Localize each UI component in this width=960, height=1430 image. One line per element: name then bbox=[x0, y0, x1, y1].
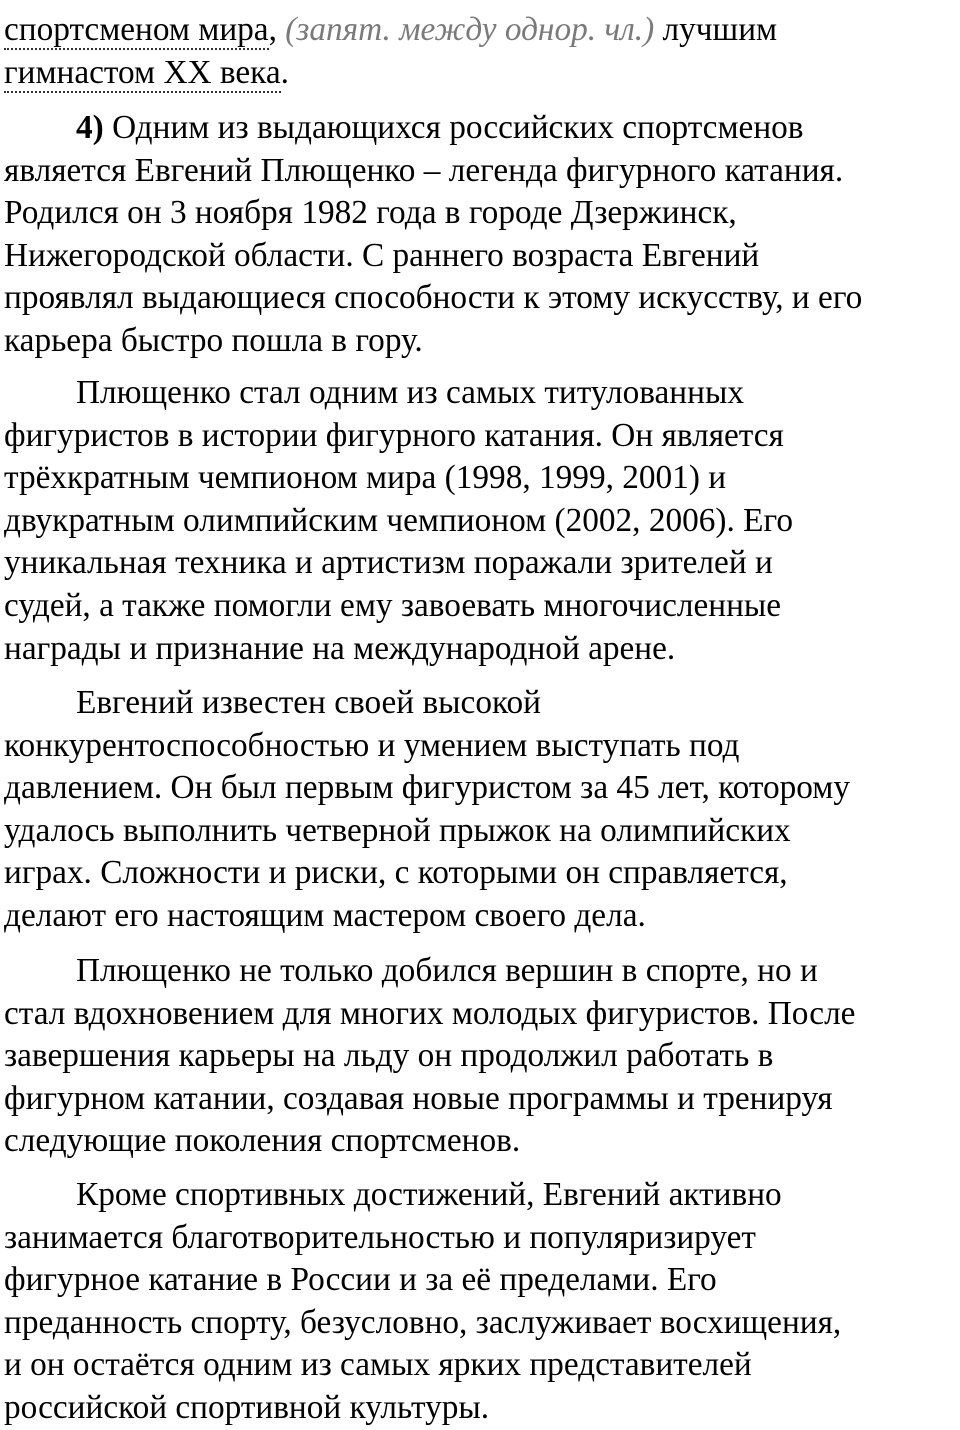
paragraph-8 bbox=[0, 1174, 841, 1430]
text-line: Родился он 3 ноября 1982 года в городе Дзержинск, bbox=[4, 194, 737, 232]
text-fragment: лучшим bbox=[654, 11, 778, 48]
text-line: занимается благотворительностью и популяризирует bbox=[4, 1218, 756, 1256]
text-line: награды и признание на международной арене. bbox=[4, 629, 676, 667]
text-line: играх. Сложности и риски, с которыми он справляется, bbox=[4, 854, 788, 892]
item-number: 4) bbox=[76, 109, 104, 146]
text-line: делают его настоящим мастером своего дела. bbox=[4, 896, 646, 934]
text-line: стал вдохновением для многих молодых фигуристов. После bbox=[4, 994, 856, 1032]
text-line: карьера быстро пошла в гору. bbox=[4, 321, 423, 359]
text-fragment: . bbox=[280, 53, 289, 91]
text-line: конкурентоспособностью и умением выступать под bbox=[4, 726, 740, 764]
paragraph-continuation bbox=[0, 9, 777, 94]
text-fragment: , bbox=[268, 11, 286, 48]
text-line: российской спортивной культуры. bbox=[4, 1388, 490, 1426]
text-line: удалось выполнить четверной прыжок на олимпийских bbox=[4, 811, 791, 849]
text-fragment: Одним из выдающихся российских спортсменов bbox=[103, 109, 804, 146]
text-line: давлением. Он был первым фигуристом за 45 лет, которому bbox=[4, 769, 850, 807]
paragraph-6 bbox=[0, 682, 850, 938]
underlined-phrase: спортсменом мира bbox=[4, 11, 269, 48]
text-line: фигурное катание в России и за её пределами. Его bbox=[4, 1261, 717, 1299]
text-line: завершения карьеры на льду он продолжил работать в bbox=[4, 1037, 774, 1075]
text-line: двукратным олимпийским чемпионом (2002, 2006). Его bbox=[4, 501, 793, 539]
text-line: проявлял выдающиеся способности к этому искусству, и его bbox=[4, 279, 863, 317]
grammar-note: (запят. между однор. чл.) bbox=[285, 11, 655, 48]
paragraph-7 bbox=[0, 950, 855, 1163]
text-line: и он остаётся одним из самых ярких представителей bbox=[4, 1346, 752, 1384]
text-line: Плющенко стал одним из самых титулованных bbox=[76, 374, 744, 411]
paragraph-4 bbox=[0, 107, 862, 363]
text-line bbox=[4, 9, 777, 52]
text-line: фигуристов в истории фигурного катания. Он является bbox=[4, 416, 784, 454]
text-line: Евгений известен своей высокой bbox=[76, 684, 541, 721]
underlined-phrase: гимнастом XX века bbox=[4, 53, 281, 91]
text-line bbox=[4, 52, 777, 95]
text-line: Кроме спортивных достижений, Евгений активно bbox=[76, 1176, 782, 1213]
text-line: является Евгений Плющенко – легенда фигурного катания. bbox=[4, 151, 844, 189]
text-line: фигурном катании, создавая новые программы и тренируя bbox=[4, 1079, 833, 1117]
text-line: судей, а также помогли ему завоевать многочисленные bbox=[4, 586, 782, 624]
paragraph-5 bbox=[0, 372, 793, 670]
text-line: преданность спорту, безусловно, заслуживает восхищения, bbox=[4, 1303, 842, 1341]
text-line: трёхкратным чемпионом мира (1998, 1999, 2001) и bbox=[4, 459, 727, 497]
text-line: Плющенко не только добился вершин в спорте, но и bbox=[76, 952, 818, 989]
text-line: уникальная техника и артистизм поражали зрителей и bbox=[4, 544, 773, 582]
text-line bbox=[4, 107, 862, 150]
text-line: Нижегородской области. С раннего возраста Евгений bbox=[4, 236, 760, 274]
text-line: следующие поколения спортсменов. bbox=[4, 1122, 521, 1160]
